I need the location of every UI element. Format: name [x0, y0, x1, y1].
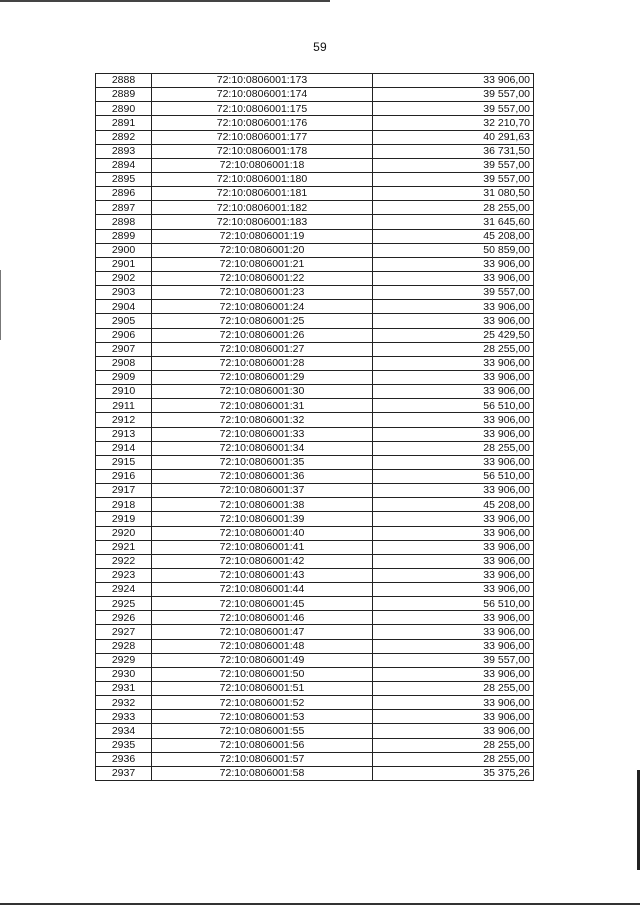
table-row [96, 215, 534, 229]
cadastral-value-cell: 33 906,00 [373, 639, 534, 653]
cadastral-value-cell: 56 510,00 [373, 399, 534, 413]
row-number-cell: 2913 [96, 427, 152, 441]
cadastral-value-cell: 39 557,00 [373, 172, 534, 186]
table-row [96, 526, 534, 540]
table-row [96, 300, 534, 314]
table-row [96, 540, 534, 554]
table-row [96, 257, 534, 271]
cadastral-value-cell: 33 906,00 [373, 370, 534, 384]
cadastral-number-cell: 72:10:0806001:27 [152, 342, 373, 356]
cadastral-number-cell: 72:10:0806001:34 [152, 441, 373, 455]
cadastral-number-cell: 72:10:0806001:18 [152, 158, 373, 172]
row-number-cell: 2902 [96, 271, 152, 285]
row-number-cell: 2915 [96, 455, 152, 469]
scan-edge-left [0, 270, 1, 340]
row-number-cell: 2927 [96, 625, 152, 639]
cadastral-value-cell: 33 906,00 [373, 427, 534, 441]
cadastral-value-cell: 28 255,00 [373, 738, 534, 752]
table-row [96, 554, 534, 568]
table-row [96, 385, 534, 399]
table-row [96, 144, 534, 158]
cadastral-value-cell: 40 291,63 [373, 130, 534, 144]
cadastral-value-cell: 33 906,00 [373, 540, 534, 554]
row-number-cell: 2934 [96, 724, 152, 738]
table-row [96, 512, 534, 526]
table-row [96, 130, 534, 144]
cadastral-value-cell: 39 557,00 [373, 653, 534, 667]
cadastral-value-cell: 33 906,00 [373, 554, 534, 568]
table-row [96, 696, 534, 710]
cadastral-number-cell: 72:10:0806001:173 [152, 74, 373, 88]
table-row [96, 356, 534, 370]
table-row [96, 342, 534, 356]
table-row [96, 611, 534, 625]
table-row [96, 682, 534, 696]
cadastral-number-cell: 72:10:0806001:41 [152, 540, 373, 554]
table-row [96, 597, 534, 611]
cadastral-number-cell: 72:10:0806001:178 [152, 144, 373, 158]
table-row [96, 370, 534, 384]
cadastral-value-cell: 33 906,00 [373, 356, 534, 370]
row-number-cell: 2899 [96, 229, 152, 243]
cadastral-number-cell: 72:10:0806001:43 [152, 568, 373, 582]
row-number-cell: 2905 [96, 314, 152, 328]
cadastral-value-cell: 33 906,00 [373, 413, 534, 427]
cadastral-value-cell: 33 906,00 [373, 74, 534, 88]
cadastral-number-cell: 72:10:0806001:175 [152, 102, 373, 116]
table-row [96, 455, 534, 469]
row-number-cell: 2926 [96, 611, 152, 625]
row-number-cell: 2914 [96, 441, 152, 455]
cadastral-value-cell: 33 906,00 [373, 568, 534, 582]
cadastral-number-cell: 72:10:0806001:183 [152, 215, 373, 229]
row-number-cell: 2910 [96, 385, 152, 399]
cadastral-value-cell: 33 906,00 [373, 724, 534, 738]
table-row [96, 88, 534, 102]
row-number-cell: 2895 [96, 172, 152, 186]
scan-edge-top [0, 0, 330, 2]
table-row [96, 484, 534, 498]
row-number-cell: 2929 [96, 653, 152, 667]
cadastral-value-cell: 25 429,50 [373, 328, 534, 342]
row-number-cell: 2906 [96, 328, 152, 342]
table-row [96, 441, 534, 455]
cadastral-number-cell: 72:10:0806001:57 [152, 752, 373, 766]
cadastral-value-cell: 33 906,00 [373, 271, 534, 285]
cadastral-value-cell: 33 906,00 [373, 314, 534, 328]
cadastral-value-cell: 33 906,00 [373, 300, 534, 314]
cadastral-value-cell: 45 208,00 [373, 498, 534, 512]
cadastral-value-cell: 33 906,00 [373, 583, 534, 597]
row-number-cell: 2922 [96, 554, 152, 568]
row-number-cell: 2897 [96, 201, 152, 215]
row-number-cell: 2921 [96, 540, 152, 554]
cadastral-number-cell: 72:10:0806001:19 [152, 229, 373, 243]
cadastral-number-cell: 72:10:0806001:40 [152, 526, 373, 540]
row-number-cell: 2918 [96, 498, 152, 512]
table-row [96, 229, 534, 243]
cadastral-value-cell: 31 080,50 [373, 187, 534, 201]
cadastral-value-cell: 33 906,00 [373, 257, 534, 271]
table-row [96, 187, 534, 201]
cadastral-value-cell: 36 731,50 [373, 144, 534, 158]
cadastral-number-cell: 72:10:0806001:49 [152, 653, 373, 667]
table-row [96, 74, 534, 88]
cadastral-value-cell: 45 208,00 [373, 229, 534, 243]
cadastral-number-cell: 72:10:0806001:50 [152, 667, 373, 681]
row-number-cell: 2901 [96, 257, 152, 271]
cadastral-number-cell: 72:10:0806001:45 [152, 597, 373, 611]
table-row [96, 667, 534, 681]
cadastral-number-cell: 72:10:0806001:56 [152, 738, 373, 752]
row-number-cell: 2937 [96, 766, 152, 780]
table-row [96, 498, 534, 512]
row-number-cell: 2893 [96, 144, 152, 158]
table-row [96, 766, 534, 780]
cadastral-number-cell: 72:10:0806001:58 [152, 766, 373, 780]
table-row [96, 328, 534, 342]
cadastral-value-cell: 28 255,00 [373, 752, 534, 766]
cadastral-number-cell: 72:10:0806001:174 [152, 88, 373, 102]
row-number-cell: 2904 [96, 300, 152, 314]
table-row [96, 201, 534, 215]
cadastral-number-cell: 72:10:0806001:48 [152, 639, 373, 653]
row-number-cell: 2932 [96, 696, 152, 710]
cadastral-number-cell: 72:10:0806001:181 [152, 187, 373, 201]
cadastral-value-cell: 39 557,00 [373, 158, 534, 172]
cadastral-value-cell: 33 906,00 [373, 696, 534, 710]
table-row [96, 724, 534, 738]
cadastral-value-cell: 28 255,00 [373, 201, 534, 215]
row-number-cell: 2935 [96, 738, 152, 752]
cadastral-number-cell: 72:10:0806001:30 [152, 385, 373, 399]
row-number-cell: 2930 [96, 667, 152, 681]
row-number-cell: 2896 [96, 187, 152, 201]
cadastral-value-cell: 32 210,70 [373, 116, 534, 130]
row-number-cell: 2888 [96, 74, 152, 88]
table-row [96, 583, 534, 597]
cadastral-number-cell: 72:10:0806001:42 [152, 554, 373, 568]
cadastral-number-cell: 72:10:0806001:26 [152, 328, 373, 342]
cadastral-value-cell: 33 906,00 [373, 385, 534, 399]
cadastral-value-cell: 33 906,00 [373, 710, 534, 724]
row-number-cell: 2894 [96, 158, 152, 172]
cadastral-value-cell: 39 557,00 [373, 88, 534, 102]
cadastral-number-cell: 72:10:0806001:55 [152, 724, 373, 738]
row-number-cell: 2903 [96, 286, 152, 300]
cadastral-number-cell: 72:10:0806001:32 [152, 413, 373, 427]
cadastral-value-cell: 31 645,60 [373, 215, 534, 229]
row-number-cell: 2920 [96, 526, 152, 540]
table-row [96, 738, 534, 752]
row-number-cell: 2925 [96, 597, 152, 611]
cadastral-number-cell: 72:10:0806001:37 [152, 484, 373, 498]
table-row [96, 710, 534, 724]
table-row [96, 568, 534, 582]
table-row [96, 399, 534, 413]
table-row [96, 314, 534, 328]
cadastral-number-cell: 72:10:0806001:20 [152, 243, 373, 257]
row-number-cell: 2898 [96, 215, 152, 229]
row-number-cell: 2890 [96, 102, 152, 116]
cadastral-number-cell: 72:10:0806001:23 [152, 286, 373, 300]
cadastral-value-cell: 33 906,00 [373, 484, 534, 498]
table-row [96, 286, 534, 300]
table-row [96, 243, 534, 257]
cadastral-number-cell: 72:10:0806001:33 [152, 427, 373, 441]
cadastral-value-cell: 35 375,26 [373, 766, 534, 780]
cadastral-number-cell: 72:10:0806001:24 [152, 300, 373, 314]
cadastral-value-cell: 39 557,00 [373, 102, 534, 116]
cadastral-number-cell: 72:10:0806001:44 [152, 583, 373, 597]
row-number-cell: 2933 [96, 710, 152, 724]
table-row [96, 102, 534, 116]
row-number-cell: 2891 [96, 116, 152, 130]
row-number-cell: 2936 [96, 752, 152, 766]
table-row [96, 271, 534, 285]
table-row [96, 427, 534, 441]
cadastral-number-cell: 72:10:0806001:31 [152, 399, 373, 413]
table-row [96, 469, 534, 483]
table-row [96, 172, 534, 186]
row-number-cell: 2892 [96, 130, 152, 144]
cadastral-number-cell: 72:10:0806001:46 [152, 611, 373, 625]
cadastral-number-cell: 72:10:0806001:180 [152, 172, 373, 186]
row-number-cell: 2908 [96, 356, 152, 370]
row-number-cell: 2924 [96, 583, 152, 597]
cadastral-number-cell: 72:10:0806001:25 [152, 314, 373, 328]
cadastral-number-cell: 72:10:0806001:22 [152, 271, 373, 285]
cadastral-value-cell: 50 859,00 [373, 243, 534, 257]
row-number-cell: 2907 [96, 342, 152, 356]
cadastral-value-cell: 56 510,00 [373, 597, 534, 611]
table-row [96, 653, 534, 667]
cadastral-value-cell: 28 255,00 [373, 441, 534, 455]
cadastral-number-cell: 72:10:0806001:47 [152, 625, 373, 639]
row-number-cell: 2919 [96, 512, 152, 526]
row-number-cell: 2909 [96, 370, 152, 384]
cadastral-value-cell: 28 255,00 [373, 342, 534, 356]
cadastral-number-cell: 72:10:0806001:29 [152, 370, 373, 384]
row-number-cell: 2931 [96, 682, 152, 696]
cadastral-number-cell: 72:10:0806001:39 [152, 512, 373, 526]
row-number-cell: 2917 [96, 484, 152, 498]
row-number-cell: 2916 [96, 469, 152, 483]
page-number: 59 [313, 40, 327, 54]
cadastral-number-cell: 72:10:0806001:35 [152, 455, 373, 469]
cadastral-value-cell: 33 906,00 [373, 455, 534, 469]
row-number-cell: 2911 [96, 399, 152, 413]
table-row [96, 639, 534, 653]
cadastral-value-cell: 56 510,00 [373, 469, 534, 483]
row-number-cell: 2912 [96, 413, 152, 427]
table-row [96, 625, 534, 639]
cadastral-number-cell: 72:10:0806001:38 [152, 498, 373, 512]
cadastral-number-cell: 72:10:0806001:28 [152, 356, 373, 370]
cadastral-value-cell: 28 255,00 [373, 682, 534, 696]
cadastral-number-cell: 72:10:0806001:52 [152, 696, 373, 710]
table-row [96, 752, 534, 766]
cadastral-value-cell: 33 906,00 [373, 611, 534, 625]
row-number-cell: 2900 [96, 243, 152, 257]
cadastral-value-table [95, 73, 534, 781]
cadastral-value-cell: 39 557,00 [373, 286, 534, 300]
cadastral-number-cell: 72:10:0806001:176 [152, 116, 373, 130]
cadastral-number-cell: 72:10:0806001:53 [152, 710, 373, 724]
cadastral-value-cell: 33 906,00 [373, 625, 534, 639]
cadastral-number-cell: 72:10:0806001:182 [152, 201, 373, 215]
row-number-cell: 2928 [96, 639, 152, 653]
cadastral-value-cell: 33 906,00 [373, 667, 534, 681]
cadastral-number-cell: 72:10:0806001:21 [152, 257, 373, 271]
cadastral-value-cell: 33 906,00 [373, 526, 534, 540]
table-row [96, 413, 534, 427]
cadastral-number-cell: 72:10:0806001:177 [152, 130, 373, 144]
table-body [96, 74, 534, 781]
table-row [96, 116, 534, 130]
row-number-cell: 2923 [96, 568, 152, 582]
cadastral-value-cell: 33 906,00 [373, 512, 534, 526]
cadastral-number-cell: 72:10:0806001:51 [152, 682, 373, 696]
table-row [96, 158, 534, 172]
cadastral-number-cell: 72:10:0806001:36 [152, 469, 373, 483]
row-number-cell: 2889 [96, 88, 152, 102]
